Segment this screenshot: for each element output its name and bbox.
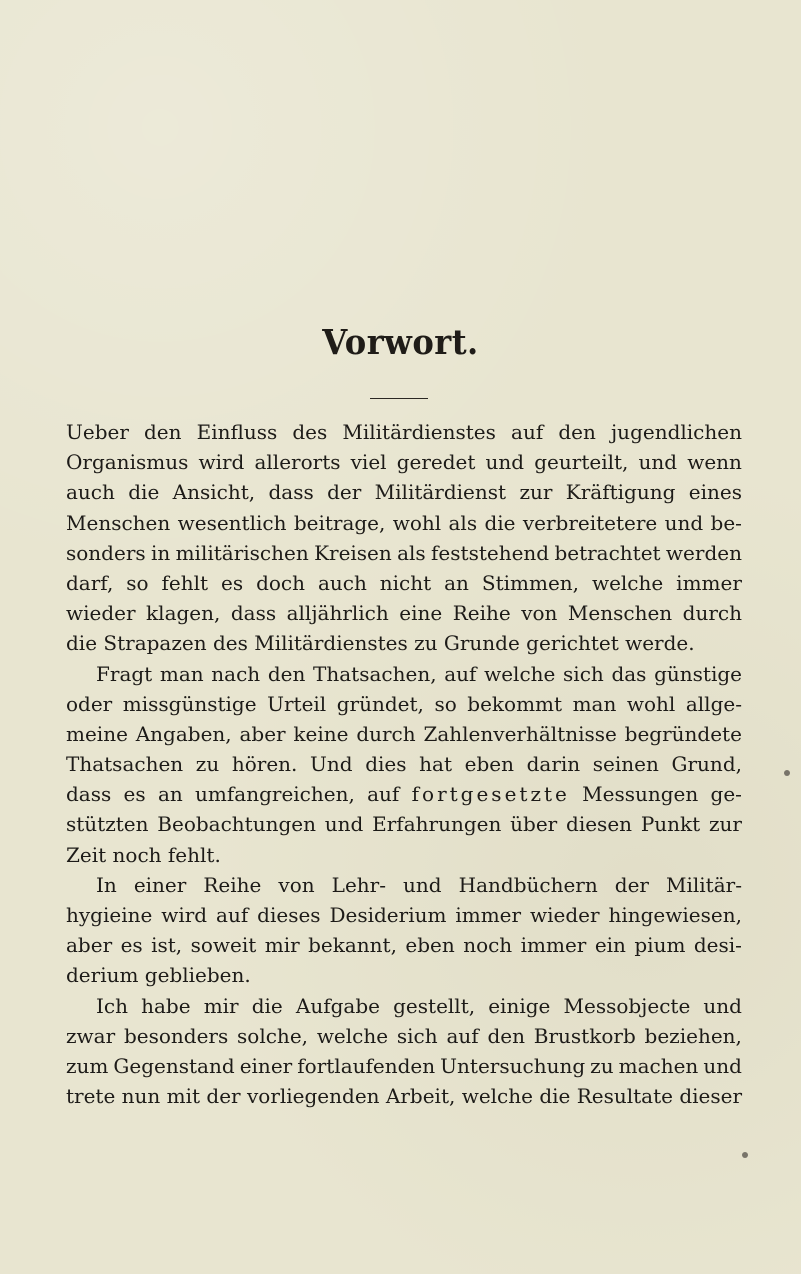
text-line: derium geblieben. (66, 963, 251, 988)
text-line: auch die Ansicht, dass der Militärdienst zur Kräftigung eines (66, 480, 742, 505)
text-line: die Strapazen des Militärdienstes zu Grunde gerichtet werde. (66, 631, 695, 656)
text-line: Zeit noch fehlt. (66, 842, 221, 867)
text-line: Menschen wesentlich beitrage, wohl als die verbreitetere und be- (66, 510, 742, 535)
text-line: trete nun mit der vorliegenden Arbeit, welche die Resultate dieser (66, 1084, 743, 1109)
text-line: zwar besonders solche, welche sich auf den Brustkorb beziehen, (66, 1023, 742, 1048)
text-line: sonders in militärischen Kreisen als feststehend betrachtet werden (66, 540, 742, 565)
text-line: dass es an umfangreichen, auf fortgesetzte Messungen ge- (66, 782, 742, 807)
preface-text (66, 417, 742, 1111)
text-line: In einer Reihe von Lehr- und Handbüchern der Militär- (96, 872, 742, 897)
margin-mark (742, 1152, 748, 1158)
text-line: Ich habe mir die Aufgabe gestellt, einige Messobjecte und (96, 993, 742, 1018)
text-line: Thatsachen zu hören. Und dies hat eben darin seinen Grund, (66, 752, 742, 777)
title-rule (370, 398, 428, 399)
text-line: Organismus wird allerorts viel geredet und geurteilt, und wenn (66, 450, 742, 475)
text-line: aber es ist, soweit mir bekannt, eben noch immer ein pium desi- (66, 933, 742, 958)
text-line: hygieine wird auf dieses Desiderium immer wieder hingewiesen, (66, 903, 742, 927)
text-line: meine Angaben, aber keine durch Zahlenverhältnisse begründete (66, 721, 742, 746)
page-title: Vorwort. (322, 322, 479, 363)
text-line: Fragt man nach den Thatsachen, auf welche sich das günstige (96, 661, 742, 686)
text-line: darf, so fehlt es doch auch nicht an Stimmen, welche immer (66, 570, 742, 595)
text-line: stützten Beobachtungen und Erfahrungen über diesen Punkt zur (66, 812, 742, 837)
margin-mark (784, 770, 790, 776)
text-line: Ueber den Einfluss des Militärdienstes auf den jugendlichen (66, 420, 742, 444)
text-line: oder missgünstige Urteil gründet, so bekommt man wohl allge- (66, 691, 742, 716)
text-line: zum Gegenstand einer fortlaufenden Untersuchung zu machen und (66, 1053, 742, 1078)
text-line: wieder klagen, dass alljährlich eine Reihe von Menschen durch (66, 601, 742, 626)
